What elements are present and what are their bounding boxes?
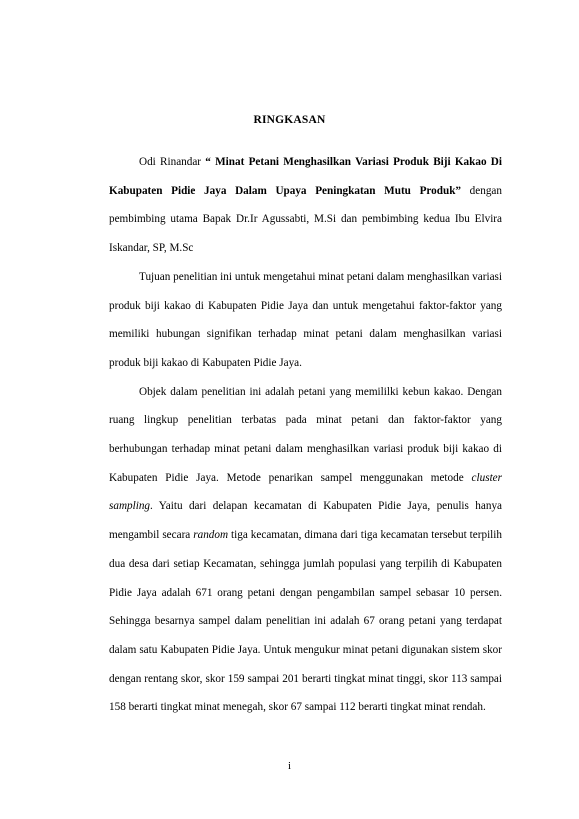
page-title: RINGKASAN [253, 114, 326, 126]
method-text-1: Objek dalam penelitian ini adalah petani yang memililki kebun kakao. Dengan ruang lingkup penelitian terbatas pada minat petani dan faktor-faktor yang berhubungan terhadap minat petani dalam menghasilkan variasi produk biji kakao di Kabupaten Pidie Jaya. Metode penarikan sampel menggunakan metode [109, 385, 502, 484]
author-name: Odi Rinandar [139, 156, 206, 168]
paragraph-objective: Tujuan penelitian ini untuk mengetahui minat petani dalam menghasilkan variasi produk biji kakao di Kabupaten Pidie Jaya dan untuk mengetahui faktor-faktor yang memiliki hubungan signifikan terhadap minat petani dalam menghasilkan variasi produk biji kakao di Kabupaten Pidie Jaya. [109, 270, 502, 369]
paragraph-method [109, 378, 502, 722]
method-text-2: . Yaitu dari delapan kecamatan di Kabupaten Pidie Jaya, penulis hanya mengambil secara [109, 500, 502, 542]
term-random: random [193, 529, 229, 542]
summary-body [109, 148, 502, 722]
paragraph-author [109, 148, 502, 263]
supervisors-text: dengan pembimbing utama Bapak Dr.Ir Agussabti, M.Si dan pembimbing kedua Ibu Elvira Iskandar, SP, M.Sc [109, 184, 502, 255]
page-number: i [287, 760, 292, 772]
term-cluster-sampling: cluster sampling [109, 471, 502, 513]
research-title: “ Minat Petani Menghasilkan Variasi Produk Biji Kakao Di Kabupaten Pidie Jaya Dalam Upaya Peningkatan Mutu Produk” [109, 156, 502, 197]
method-text-3: tiga kecamatan, dimana dari tiga kecamatan tersebut terpilih dua desa dari setiap Kecamatan, sehingga jumlah populasi yang terpilih di Kabupaten Pidie Jaya adalah 671 orang petani dengan pengambilan sampel sebasar 10 persen. Sehingga besarnya sampel dalam penelitian ini adalah 67 orang petani yang terdapat dalam satu Kabupaten Pidie Jaya. Untuk mengukur minat petani digunakan sistem skor dengan rentang skor, skor 159 sampai 201 berarti tingkat minat tinggi, skor 113 sampai 158 berarti tingkat minat menegah, skor 67 sampai 112 berarti tingkat minat rendah. [109, 529, 502, 714]
